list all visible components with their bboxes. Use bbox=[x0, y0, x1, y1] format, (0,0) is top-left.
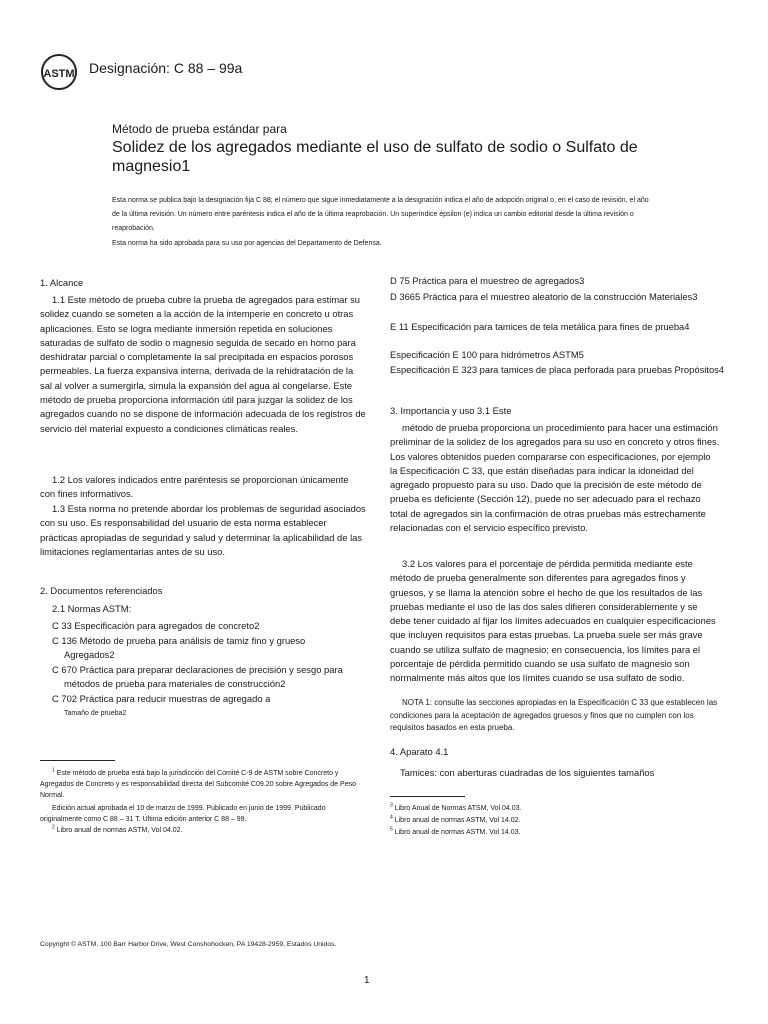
footnote-2: $^2$ Libro anual de normas ASTM, Vol 04.02. bbox=[52, 824, 183, 834]
reference-c702: C 702 Práctica para reducir muestras de agregado a bbox=[52, 693, 271, 704]
page-number: 1 bbox=[364, 975, 370, 986]
copyright-notice: Copyright © ASTM, 100 Barr Harbor Drive, West Conshohocken, PA 19428-2959, Estados Unidos. bbox=[40, 941, 337, 948]
paragraph-3-1: método de prueba proporciona un procedimiento para hacer una estimación preliminar de la solidez de los agregados para su uso en concreto y otros fines. Los valores obtenidos pueden compararse con especificaciones, por ejemplo la Especificación C 33, que están diseñadas para indicar la idoneidad del agregado propuesto para su uso. Dado que la precisión de este método de prueba es deficiente (Sección 12), puede no ser adecuado para el rechazo total de agregados sin la confirmación de otras pruebas más estrechamente relacionadas con el servicio específico previsto. bbox=[390, 422, 720, 534]
reference-e11: E 11 Especificación para tamices de tela metálica para fines de prueba4 bbox=[390, 321, 690, 332]
section-3-heading: 3. Importancia y uso 3.1 Este bbox=[390, 405, 512, 416]
paragraph-1-3: 1.3 Esta norma no pretende abordar los problemas de seguridad asociados con su uso. Es responsabilidad del usuario de esta norma establecer prácticas apropiadas de seguridad y salud y determinar la aplicabilidad de las limitaciones reglamentarias antes de su uso. bbox=[40, 503, 366, 557]
reference-c136: C 136 Método de prueba para análisis de tamiz fino y grueso Agregados2 bbox=[52, 635, 306, 661]
svg-text:ASTM: ASTM bbox=[43, 68, 75, 80]
paragraph-1-1: 1.1 Este método de prueba cubre la prueba de agregados para estimar su solidez cuando se someten a la acción de la intemperie en concreto u otras aplicaciones. Esto se logra mediante inmersión repetida en soluciones saturadas de sulfato de sodio o magnesio seguida de secado en horno para deshidratar parcial o completamente la sal precipitada en espacios porosos permeables. La fuerza expansiva interna, derivada de la rehidratación de la sal al volver a sumergirla, simula la expansión del agua al congelarse. Este método de prueba proporciona información útil para juzgar la solidez de los agregados cuando no se dispone de información adecuada de los registros de servicio del material expuesto a condiciones climáticas reales. bbox=[40, 294, 366, 434]
note-1: NOTA 1: consulte las secciones apropiadas en la Especificación C 33 que establecen las condiciones para la aceptación de agregados gruesos y finos que no cumplen con los requisitos basados en esta prueba. bbox=[390, 698, 718, 732]
paragraph-4-1: Tamices: con aberturas cuadradas de los siguientes tamaños bbox=[400, 767, 655, 778]
footnote-rule-right bbox=[390, 796, 465, 797]
paragraph-3-2: 3.2 Los valores para el porcentaje de pérdida permitida mediante este método de prueba generalmente son diferentes para agregados finos y gruesos, y se llama la atención sobre el hecho de que los resultados de las pruebas mediante el uso de las dos sales difieren considerablemente y se debe tener cuidado al fijar los límites adecuados en cualquier especificaciones que incluyen requisitos para estas pruebas. La prueba suele ser más grave cuando se utiliza sulfato de magnesio; en consecuencia, los límites para el porcentaje de pérdida permitido cuando se usa sulfato de magnesio son normalmente más altos que los límites cuando se usa sulfato de sodio. bbox=[390, 558, 716, 684]
section-1-heading: 1. Alcance bbox=[40, 277, 84, 288]
section-4-heading: 4. Aparato 4.1 bbox=[390, 746, 449, 757]
footnote-rule-left bbox=[40, 760, 115, 761]
reference-d75: D 75 Práctica para el muestreo de agregados3 bbox=[390, 275, 585, 286]
designation: Designación: C 88 – 99a bbox=[89, 60, 243, 76]
astm-logo bbox=[40, 52, 78, 92]
section-2-heading: 2. Documentos referenciados bbox=[40, 585, 163, 596]
paragraph-2-1: 2.1 Normas ASTM: bbox=[52, 603, 132, 614]
reference-c33: C 33 Especificación para agregados de concreto2 bbox=[52, 620, 260, 631]
footnote-5: $^5$ Libro anual de normas ASTM, Vol 14.03. bbox=[390, 826, 521, 836]
paragraph-1-2: 1.2 Los valores indicados entre paréntesis se proporcionan únicamente con fines informativos. bbox=[40, 474, 349, 500]
reference-c670: C 670 Práctica para preparar declaraciones de precisión y sesgo para métodos de prueba para materiales de construcción2 bbox=[52, 664, 343, 690]
document-title: Solidez de los agregados mediante el uso de sulfato de sodio o Sulfato de magnesio1 bbox=[112, 139, 638, 175]
reference-d3665: D 3665 Práctica para el muestreo aleatorio de la construcción Materiales3 bbox=[390, 291, 698, 302]
approval-note: Esta norma ha sido aprobada para su uso por agencias del Departamento de Defensa. bbox=[112, 240, 382, 247]
intro-note: Esta norma se publica bajo la designación fija C 88; el número que sigue inmediatamente a la designación indica el año de adopción original o, en el caso de revisión, el año de la última revisión. Un número entre paréntesis indica el año de la última reaprobación. Un superíndice épsilon (e) indica un cambio editorial desde la última revisión o reaprobación. bbox=[112, 197, 649, 232]
footnote-1: $^1$ Este método de prueba está bajo la jurisdicción del Comité C-9 de ASTM sobre Concreto y Agregados de Concreto y es responsabilidad directa del Subcomité C09.20 sobre Agregados de Peso Normal. bbox=[40, 767, 356, 799]
reference-e100: Especificación E 100 para hidrómetros ASTM5 bbox=[390, 349, 584, 360]
reference-c702-tail: Tamaño de prueba2 bbox=[64, 710, 127, 717]
reference-e323: Especificación E 323 para tamices de placa perforada para pruebas Propósitos4 bbox=[390, 364, 725, 375]
footnote-4: $^4$ Libro anual de normas ASTM, Vol 14.02. bbox=[390, 814, 521, 824]
footnote-3: $^3$ Libro Anual de Normas ATSM, Vol 04.03. bbox=[390, 802, 522, 812]
footnote-1b: Edición actual aprobada el 10 de marzo de 1999. Publicado en junio de 1999. Publicado originalmente como C 88 – 31 T. Última edición anterior C 88 – 99. bbox=[40, 805, 326, 823]
document-subtitle: Método de prueba estándar para bbox=[112, 122, 287, 136]
